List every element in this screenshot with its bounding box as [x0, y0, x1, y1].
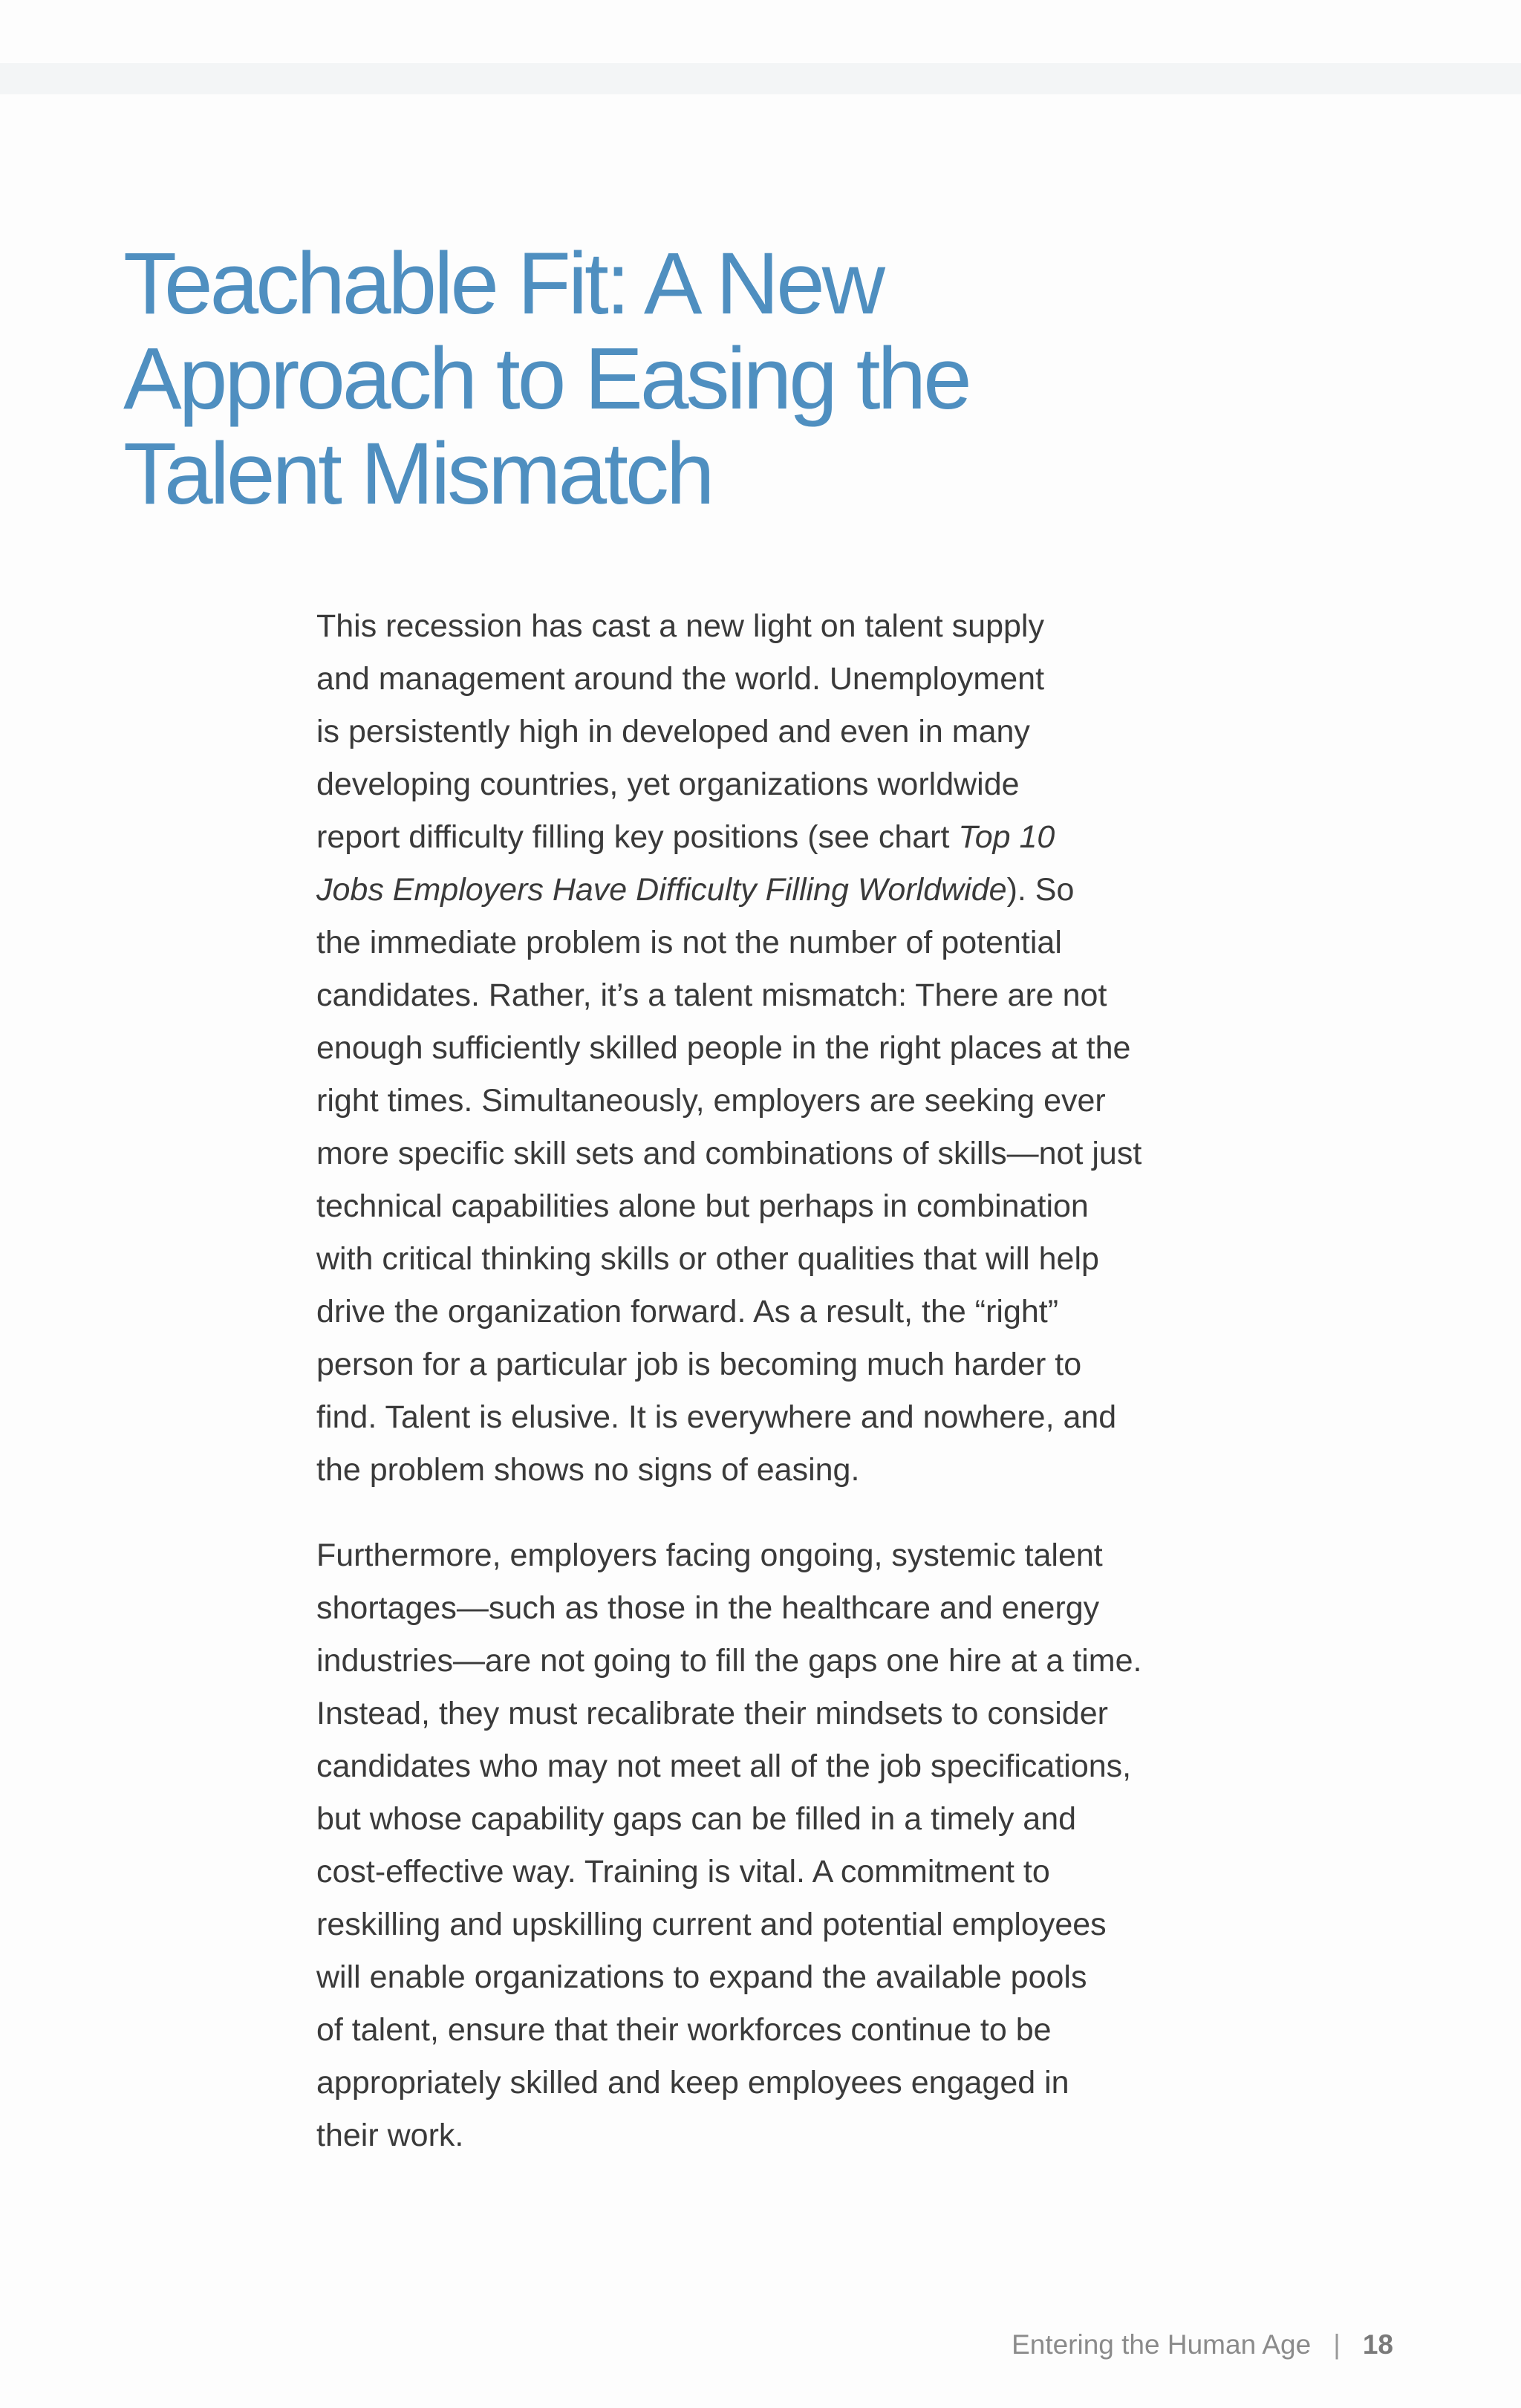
- body-text-run: report difficulty filling key positions (see chart: [316, 819, 959, 855]
- top-band: [0, 63, 1521, 94]
- body-text-run: ). So: [1006, 872, 1075, 908]
- body-line: right times. Simultaneously, employers are seeking ever: [316, 1083, 1106, 1119]
- body-line: the immediate problem is not the number of potential: [316, 925, 1062, 960]
- page-title-line: Talent Mismatch: [123, 425, 712, 523]
- footer-separator: |: [1333, 2329, 1341, 2360]
- body-line: developing countries, yet organizations worldwide: [316, 767, 1020, 802]
- body-line: Instead, they must recalibrate their mindsets to consider: [316, 1696, 1108, 1731]
- body-line: technical capabilities alone but perhaps in combination: [316, 1188, 1089, 1224]
- body-line: This recession has cast a new light on talent supply: [316, 608, 1044, 644]
- body-line: shortages—such as those in the healthcare and energy: [316, 1590, 1100, 1626]
- body-line: candidates. Rather, it’s a talent mismatch: There are not: [316, 977, 1107, 1013]
- body-line: [316, 864, 1237, 917]
- chart-reference-title: Jobs Employers Have Difficulty Filling Worldwide: [316, 872, 1007, 908]
- page-title-line: Approach to Easing the: [123, 330, 969, 428]
- body-line: will enable organizations to expand the available pools: [316, 1959, 1087, 1995]
- page-title: [123, 236, 1237, 521]
- footer-publication-title: Entering the Human Age: [1012, 2329, 1312, 2360]
- body-line: is persistently high in developed and even in many: [316, 714, 1030, 749]
- body-line: and management around the world. Unemployment: [316, 661, 1045, 697]
- body-text: [316, 600, 1237, 2195]
- body-line: person for a particular job is becoming much harder to: [316, 1347, 1082, 1382]
- body-line: industries—are not going to fill the gaps one hire at a time.: [316, 1643, 1142, 1679]
- page-number: 18: [1362, 2329, 1393, 2360]
- body-line: of talent, ensure that their workforces continue to be: [316, 2012, 1052, 2048]
- chart-reference-title: Top 10: [958, 819, 1055, 855]
- body-line: Furthermore, employers facing ongoing, systemic talent: [316, 1537, 1103, 1573]
- body-line: candidates who may not meet all of the job specifications,: [316, 1748, 1132, 1784]
- body-line: the problem shows no signs of easing.: [316, 1452, 860, 1488]
- body-line: drive the organization forward. As a result, the “right”: [316, 1294, 1059, 1330]
- body-paragraph: [316, 1529, 1237, 2162]
- body-line: more specific skill sets and combinations of skills—not just: [316, 1136, 1142, 1171]
- body-line: but whose capability gaps can be filled in a timely and: [316, 1801, 1077, 1837]
- body-line: with critical thinking skills or other qualities that will help: [316, 1241, 1099, 1277]
- body-line: appropriately skilled and keep employees engaged in: [316, 2065, 1069, 2101]
- body-line: find. Talent is elusive. It is everywhere and nowhere, and: [316, 1399, 1117, 1435]
- body-line: cost-effective way. Training is vital. A commitment to: [316, 1854, 1050, 1890]
- body-line: enough sufficiently skilled people in the right places at the: [316, 1030, 1131, 1066]
- body-paragraph: [316, 600, 1237, 1497]
- page-title-line: Teachable Fit: A New: [123, 235, 882, 333]
- body-line: [316, 811, 1237, 864]
- body-line: their work.: [316, 2118, 464, 2153]
- body-line: reskilling and upskilling current and potential employees: [316, 1907, 1107, 1942]
- page-footer: [1012, 2326, 1393, 2363]
